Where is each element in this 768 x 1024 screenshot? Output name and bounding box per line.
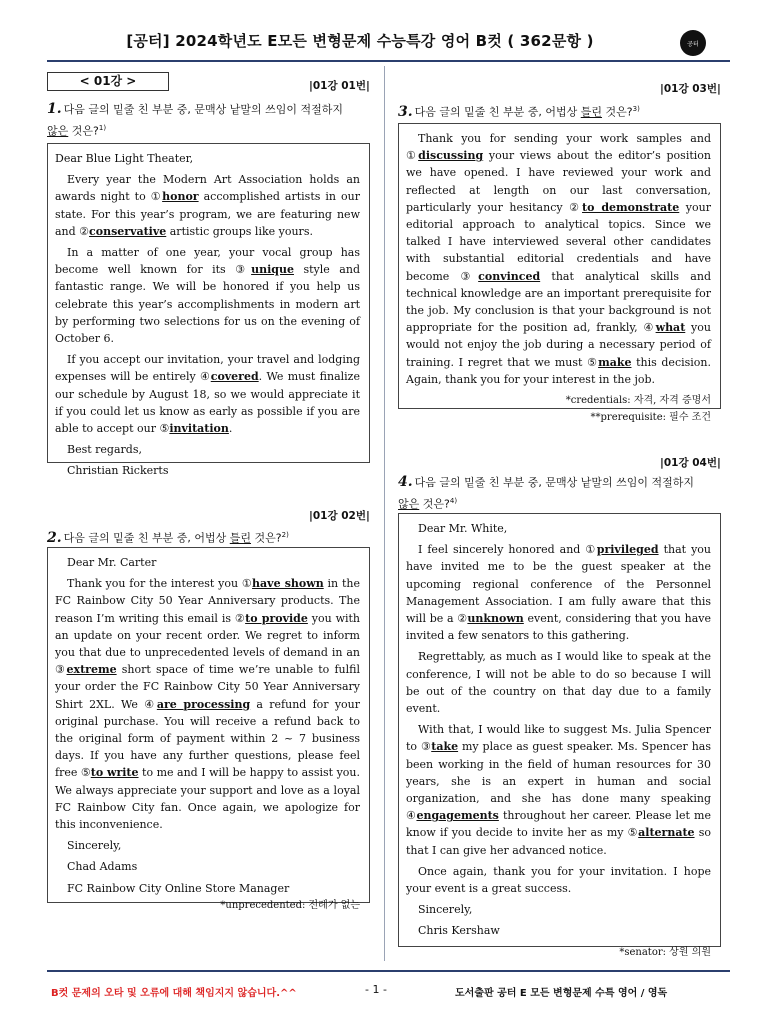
q3-prompt: 3. 다음 글의 밑줄 친 부분 중, 어법상 틀린 것은?$^{3)}$ [398,103,640,120]
q4-prompt: 4. 다음 글의 밑줄 친 부분 중, 문맥상 낱말의 쓰임이 적절하지 않은 것은?$^{4)}$ [398,474,694,511]
q2-prompt: 2. 다음 글의 밑줄 친 부분 중, 어법상 틀린 것은?$^{2)}$ [47,529,289,546]
q3-paragraph-1: Thank you for sending your work samples and ①discussing your views about the editor’s position we have opened. I have reviewed your work and reflected at length on our last conversation, particularly your hesitancy ②to demonstrate your editorial approach to analytical topics. Since we talked I have interviewed several other candidates with substantial editorial credentials and have become ③convinced that analytical skills and technical knowledge are an important prerequisite for the job. My conclusion is that your background is not appropriate for the position ad, frankly, ④what you would not enjoy the job during a necessary period of training. I regret that we must ⑤make this decision. Again, thank you for your interest in the job. [406,132,711,386]
q2-closing: Sincerely, [67,839,122,853]
q4-number: 4. [398,474,413,490]
q4-paragraph-4: Once again, thank you for your invitation. I hope your event is a great success. [406,864,711,896]
q3-footnote-2: **prerequisite: 필수 조건 [590,412,711,424]
q1-closing: Best regards, [67,443,142,457]
q2-number: 2. [47,529,62,546]
footer-disclaimer: B컷 문제의 오타 및 오류에 대해 책임지지 않습니다.^^ [51,988,297,999]
q4-closing: Sincerely, [418,903,473,917]
q3-number: 3. [398,103,413,120]
q2-signature-title: FC Rainbow City Online Store Manager [67,881,290,895]
q2-tag: |01강 02번| [309,510,370,522]
q4-tag: |01강 04번| [660,457,721,469]
logo: 공터 [680,30,706,56]
page-title: [공터] 2024학년도 E모든 변형문제 수능특강 영어 B컷 ( 362문항 ) [126,32,594,50]
q1-signature: Christian Rickerts [67,464,169,478]
q1-paragraph-3: If you accept our invitation, your travel and lodging expenses will be entirely ④covered. We must finalize our schedule by August 18, so we would appreciate it if you could let us know as early as possible if you are able to accept our ⑤invitation. [55,353,360,436]
q2-signature: Chad Adams [67,860,138,874]
q2-paragraph-1: Thank you for the interest you ①have shown in the FC Rainbow City 50 Year Anniversary products. The reason I’m writing this email is ②to provide you with an update on your recent order. We regret to inform you that due to unprecedented levels of demand in an ③extreme short space of time we’re unable to fulfil your order the FC Rainbow City 50 Year Anniversary Shirt 2XL. We ④are processing a refund for your original purchase. You will receive a refund back to the original form of payment within 2 ~ 7 business days. If you have any further questions, please feel free ⑤to write to me and I will be happy to assist you. We always appreciate your support and love as a loyal FC Rainbow City fan. Once again, we apologize for this inconvenience. [55,577,361,832]
q4-footnote: *senator: 상원 의원 [619,946,711,958]
q3-passage [398,123,721,424]
q1-number: 1. [47,101,62,117]
q1-tag: |01강 01번| [309,80,370,92]
q1-prompt: 1. 다음 글의 밑줄 친 부분 중, 문맥상 낱말의 쓰임이 적절하지 않은 것은?$^{1)}$ [47,101,343,138]
q4-signature: Chris Kershaw [418,924,500,938]
q4-salutation: Dear Mr. White, [418,522,508,535]
q4-paragraph-3: With that, I would like to suggest Ms. Julia Spencer to ③take my place as guest speaker. Ms. Spencer has been working in the field of human resources for 30 years, she is an expert in human and social organization, and she has done many speaking ④engagements throughout her career. Please let me know if you decide to invite her as my ⑤alternate so that I can give her advanced notice. [406,723,712,857]
q4-paragraph-2: Regrettably, as much as I would like to speak at the conference, I will not be able to do so because I will be out of the country on that day due to a family event. [406,650,711,716]
header-divider [47,60,730,62]
q1-paragraph-1: Every year the Modern Art Association holds an awards night to ①honor accomplished artists in our state. For this year’s program, we are featuring new and ②conservative artistic groups like yours. [55,173,360,238]
q1-salutation: Dear Blue Light Theater, [55,152,194,165]
page-number: - 1 - [365,983,387,996]
q3-footnote-1: *credentials: 자격, 자격 증명서 [565,395,711,407]
q4-passage [398,513,721,958]
lesson-label: < 01강 > [47,72,169,91]
q1-passage [47,143,370,478]
q2-salutation: Dear Mr. Carter [67,556,157,569]
q2-passage [47,547,370,911]
q2-footnote: *unprecedented: 전례가 없는 [220,899,360,911]
q3-tag: |01강 03번| [660,83,721,95]
column-divider [384,66,385,961]
q4-paragraph-1: I feel sincerely honored and ①privileged that you have invited me to be the guest speaker at the upcoming regional conference of the Personnel Management Association. I am fully aware that this will be a ②unknown event, considering that you have invited a few senators to this gathering. [406,543,712,643]
footer-divider [47,970,730,972]
q1-paragraph-2: In a matter of one year, your vocal group has become well known for its ③unique style and fantastic range. We will be honored if you help us celebrate this year’s accomplishments in modern art by performing two selections for us on the evening of October 6. [55,246,360,346]
footer-publisher: 도서출판 공터 E 모든 변형문제 수특 영어 / 영독 [455,988,668,999]
